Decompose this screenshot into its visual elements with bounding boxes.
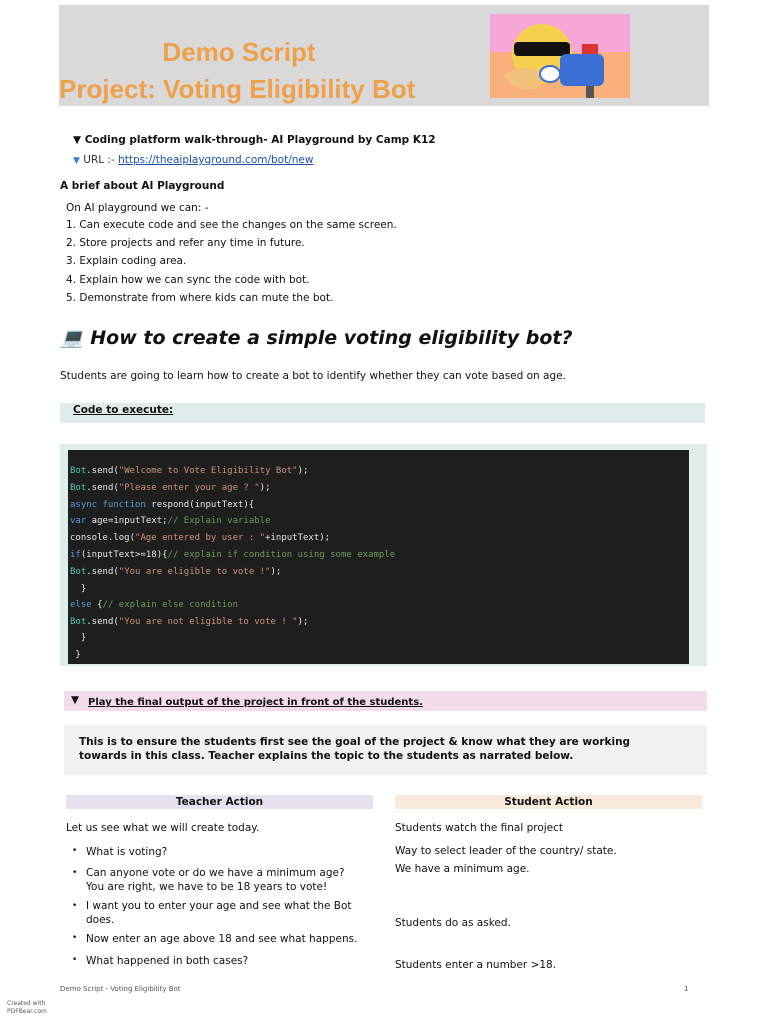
teacher-bullet: • What happened in both cases? — [86, 955, 366, 967]
code-line-9: else {// explain else condition — [70, 600, 238, 610]
teacher-intro: Let us see what we will create today. — [66, 822, 260, 834]
toggle-triangle-icon[interactable]: ▼ — [73, 156, 80, 166]
brief-intro: On AI playground we can: - — [66, 202, 209, 214]
brief-item: 2. Store projects and refer any time in future. — [66, 237, 305, 249]
code-line-4: var age=inputText;// Explain variable — [70, 516, 271, 526]
brief-item: 5. Demonstrate from where kids can mute the bot. — [66, 292, 334, 304]
brief-heading: A brief about AI Playground — [60, 180, 225, 192]
teacher-bullet: • Can anyone vote or do we have a minimum age? You are right, we have to be 18 years to vote! — [86, 866, 356, 894]
note-text: This is to ensure the students first see the goal of the project & know what they are working towards in this class. Teacher explains the topic to the students as narrated below. — [79, 736, 631, 762]
footer-title: Demo Script - Voting Eligibility Bot — [60, 985, 181, 993]
code-line-10: Bot.send("You are not eligible to vote ! "); — [70, 617, 309, 627]
code-line-5: console.log("Age entered by user : "+inputText); — [70, 533, 331, 543]
teacher-bullet: • Now enter an age above 18 and see what happens. — [86, 933, 376, 945]
created-with-line1: Created with — [7, 1000, 46, 1007]
student-action-header: Student Action — [395, 795, 702, 809]
play-output-text: Play the final output of the project in front of the students. — [88, 697, 423, 708]
code-line-11: } — [70, 633, 87, 643]
section-description: Students are going to learn how to create a bot to identify whether they can vote based on age. — [60, 370, 566, 382]
teacher-bullet: • I want you to enter your age and see what the Bot does. — [86, 899, 356, 927]
code-line-6: if(inputText>=18){// explain if condition using some example — [70, 550, 396, 560]
page-number: 1 — [684, 985, 689, 993]
student-line: We have a minimum age. — [395, 863, 530, 875]
code-line-8: } — [70, 584, 87, 594]
voting-emoji-sunglasses-ballot-icon — [490, 14, 630, 98]
walkthrough-url — [73, 154, 313, 166]
walkthrough-heading[interactable]: ▼ Coding platform walk-through- AI Playground by Camp K12 — [73, 134, 436, 146]
brief-item: 3. Explain coding area. — [66, 255, 187, 267]
code-line-1: Bot.send("Welcome to Vote Eligibility Bot"); — [70, 466, 309, 476]
code-line-12: } — [70, 650, 81, 660]
student-line: Way to select leader of the country/ state. — [395, 845, 617, 857]
code-line-3: async function respond(inputText){ — [70, 500, 255, 510]
student-line: Students watch the final project — [395, 822, 564, 834]
toggle-triangle-icon[interactable]: ▼ — [71, 694, 80, 706]
created-with-line2[interactable]: PDFBear.com — [7, 1008, 47, 1015]
project-title: Project: Voting Eligibility Bot — [59, 74, 416, 104]
page-title: Demo Script — [162, 37, 316, 67]
teacher-action-header: Teacher Action — [66, 795, 373, 809]
code-label: Code to execute: — [73, 404, 174, 416]
code-line-7: Bot.send("You are eligible to vote !"); — [70, 567, 282, 577]
student-line: Students do as asked. — [395, 917, 511, 929]
playground-link[interactable]: https://theaiplayground.com/bot/new — [118, 154, 314, 166]
teacher-bullet: • What is voting? — [86, 846, 366, 858]
brief-item: 1. Can execute code and see the changes on the same screen. — [66, 219, 397, 231]
url-label: URL :- — [83, 154, 119, 166]
student-line: Students enter a number >18. — [395, 959, 557, 971]
code-line-2: Bot.send("Please enter your age ? "); — [70, 483, 271, 493]
section-heading: 💻 How to create a simple voting eligibility bot? — [60, 327, 573, 349]
brief-item: 4. Explain how we can sync the code with bot. — [66, 274, 310, 286]
